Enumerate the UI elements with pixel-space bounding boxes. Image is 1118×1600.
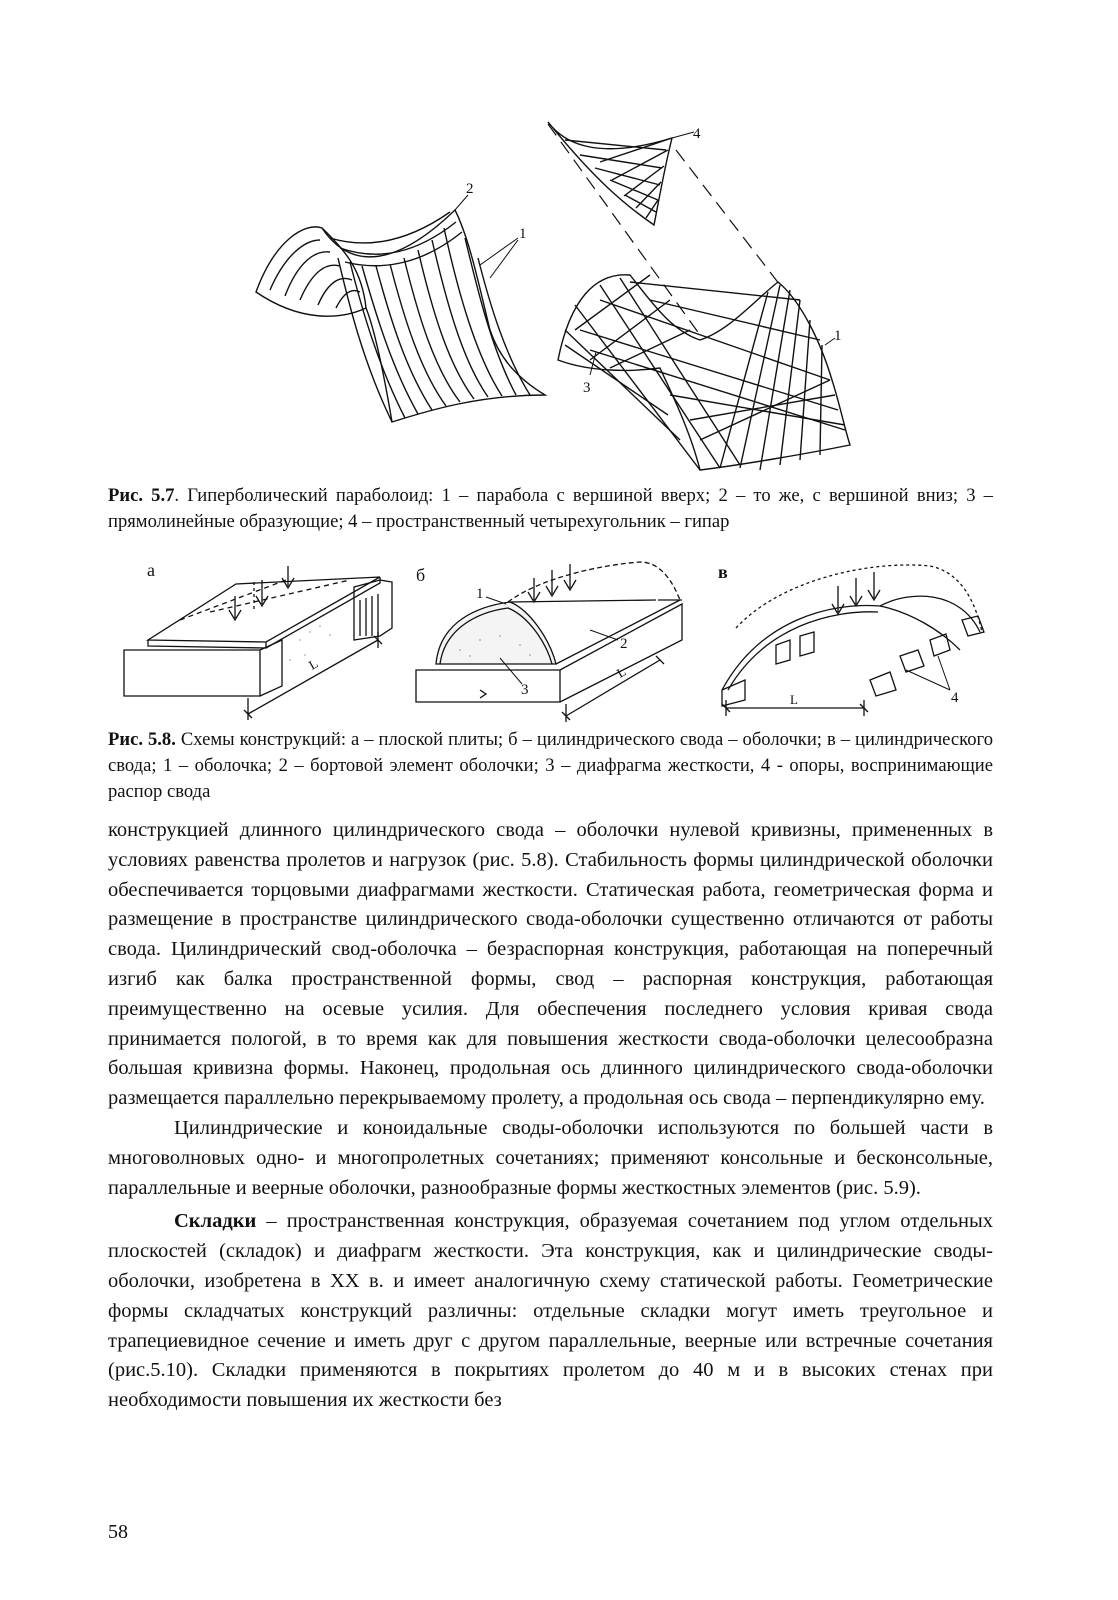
- fig-5-7-label-3: 3: [583, 380, 591, 396]
- paragraph-1: конструкцией длинного цилиндрического свода – оболочки нулевой кривизны, примененных в условиях равенства пролетов и нагрузок (рис. 5.8). Стабильность формы цилиндрической оболочки обеспечивается торцовыми диафрагмами жесткости. Статическая работа, геометрическая форма и размещение в пространстве цилиндрического свода-оболочки существенно отличаются от работы свода. Цилиндрический свод-оболочка – безраспорная конструкция, работающая на поперечный изгиб как балка пространственной формы, свод – распорная конструкция, работающая преимущественно на осевые усилия. Для обеспечения последнего условия кривая свода принимается пологой, в то время как для повышения жесткости свода-оболочки целесообразна большая кривизна формы. Наконец, продольная ось длинного цилиндрического свода-оболочки размещается параллельно перекрываемому пролету, а продольная ось свода – перпендикулярно ему.: [108, 819, 993, 1110]
- fig-5-7-label-4: 4: [693, 126, 701, 142]
- panel-a-label: а: [147, 560, 155, 580]
- paragraph-3: [108, 1207, 993, 1416]
- figure-5-8-caption: [108, 727, 993, 805]
- fig-5-7-label-1a: 1: [519, 226, 527, 242]
- fig-5-8-caption-text: Схемы конструкций: а – плоской плиты; б – цилиндрического свода – оболочки; в – цилиндрического свода; 1 – оболочка; 2 – бортовой элемент оболочки; 3 – диафрагма жесткости, 4 - опоры, воспринимающие распор свода: [108, 729, 993, 802]
- left-saddle-main: [322, 210, 545, 422]
- panel-b-label: б: [416, 565, 426, 585]
- figure-5-7-caption: [108, 483, 993, 535]
- panel-a-support-left: [124, 650, 260, 696]
- fig-5-8-caption-label: Рис. 5.8.: [108, 729, 176, 750]
- panel-v-label: в: [718, 562, 728, 582]
- body-text: [108, 816, 993, 1416]
- panel-v-vault: [722, 596, 980, 690]
- paragraph-3-text: – пространственная конструкция, образуемая сочетанием под углом отдельных плоскостей (складок) и диафрагм жесткости. Эта конструкция, как и цилиндрические своды-оболочки, изобретена в XX в. и имеет аналогичную схему статической работы. Геометрические формы складчатых конструкций различны: отдельные складки могут иметь треугольное и трапециевидное сечение и иметь друг с другом параллельные, веерные или встречные сочетания (рис.5.10). Складки применяются в покрытиях пролетом до 40 м и в высоких стенах при необходимости повышения их жесткости без: [108, 1210, 993, 1412]
- fig-5-7-caption-text: . Гиперболический параболоид: 1 – парабола с вершиной вверх; 2 – то же, с вершиной вниз; 3 – прямолинейные образующие; 4 – пространственный четырехугольник – гипар: [108, 485, 993, 532]
- fig-5-8-label-2: 2: [620, 636, 628, 652]
- panel-b-dim-L: L: [614, 663, 629, 681]
- page-number: 58: [108, 1521, 128, 1543]
- fig-5-7-caption-label: Рис. 5.7: [108, 485, 175, 506]
- term-skladki: Складки: [174, 1210, 257, 1233]
- panel-a-dim-L: L: [306, 655, 321, 673]
- figure-5-7-hyperbolic-paraboloid: [240, 110, 880, 480]
- paragraph-2: Цилиндрические и коноидальные своды-оболочки используются по большей части в многоволновых одно- и многопролетных сочетаниях; применяют консольные и бесконсольные, параллельные и веерные оболочки, разнообразные формы жесткостных элементов (рис. 5.9).: [108, 1116, 993, 1199]
- fig-5-8-label-1: 1: [476, 586, 484, 602]
- fig-5-8-label-3: 3: [521, 682, 529, 698]
- fig-5-7-label-2: 2: [466, 181, 474, 197]
- panel-b-base: [416, 670, 560, 702]
- fig-5-8-label-4: 4: [951, 690, 959, 706]
- panel-a-slab: [148, 577, 380, 642]
- panel-v-dim-L: L: [790, 692, 798, 707]
- fig-5-7-label-1b: 1: [834, 328, 842, 344]
- figure-5-8-structural-schemes: [110, 548, 1000, 728]
